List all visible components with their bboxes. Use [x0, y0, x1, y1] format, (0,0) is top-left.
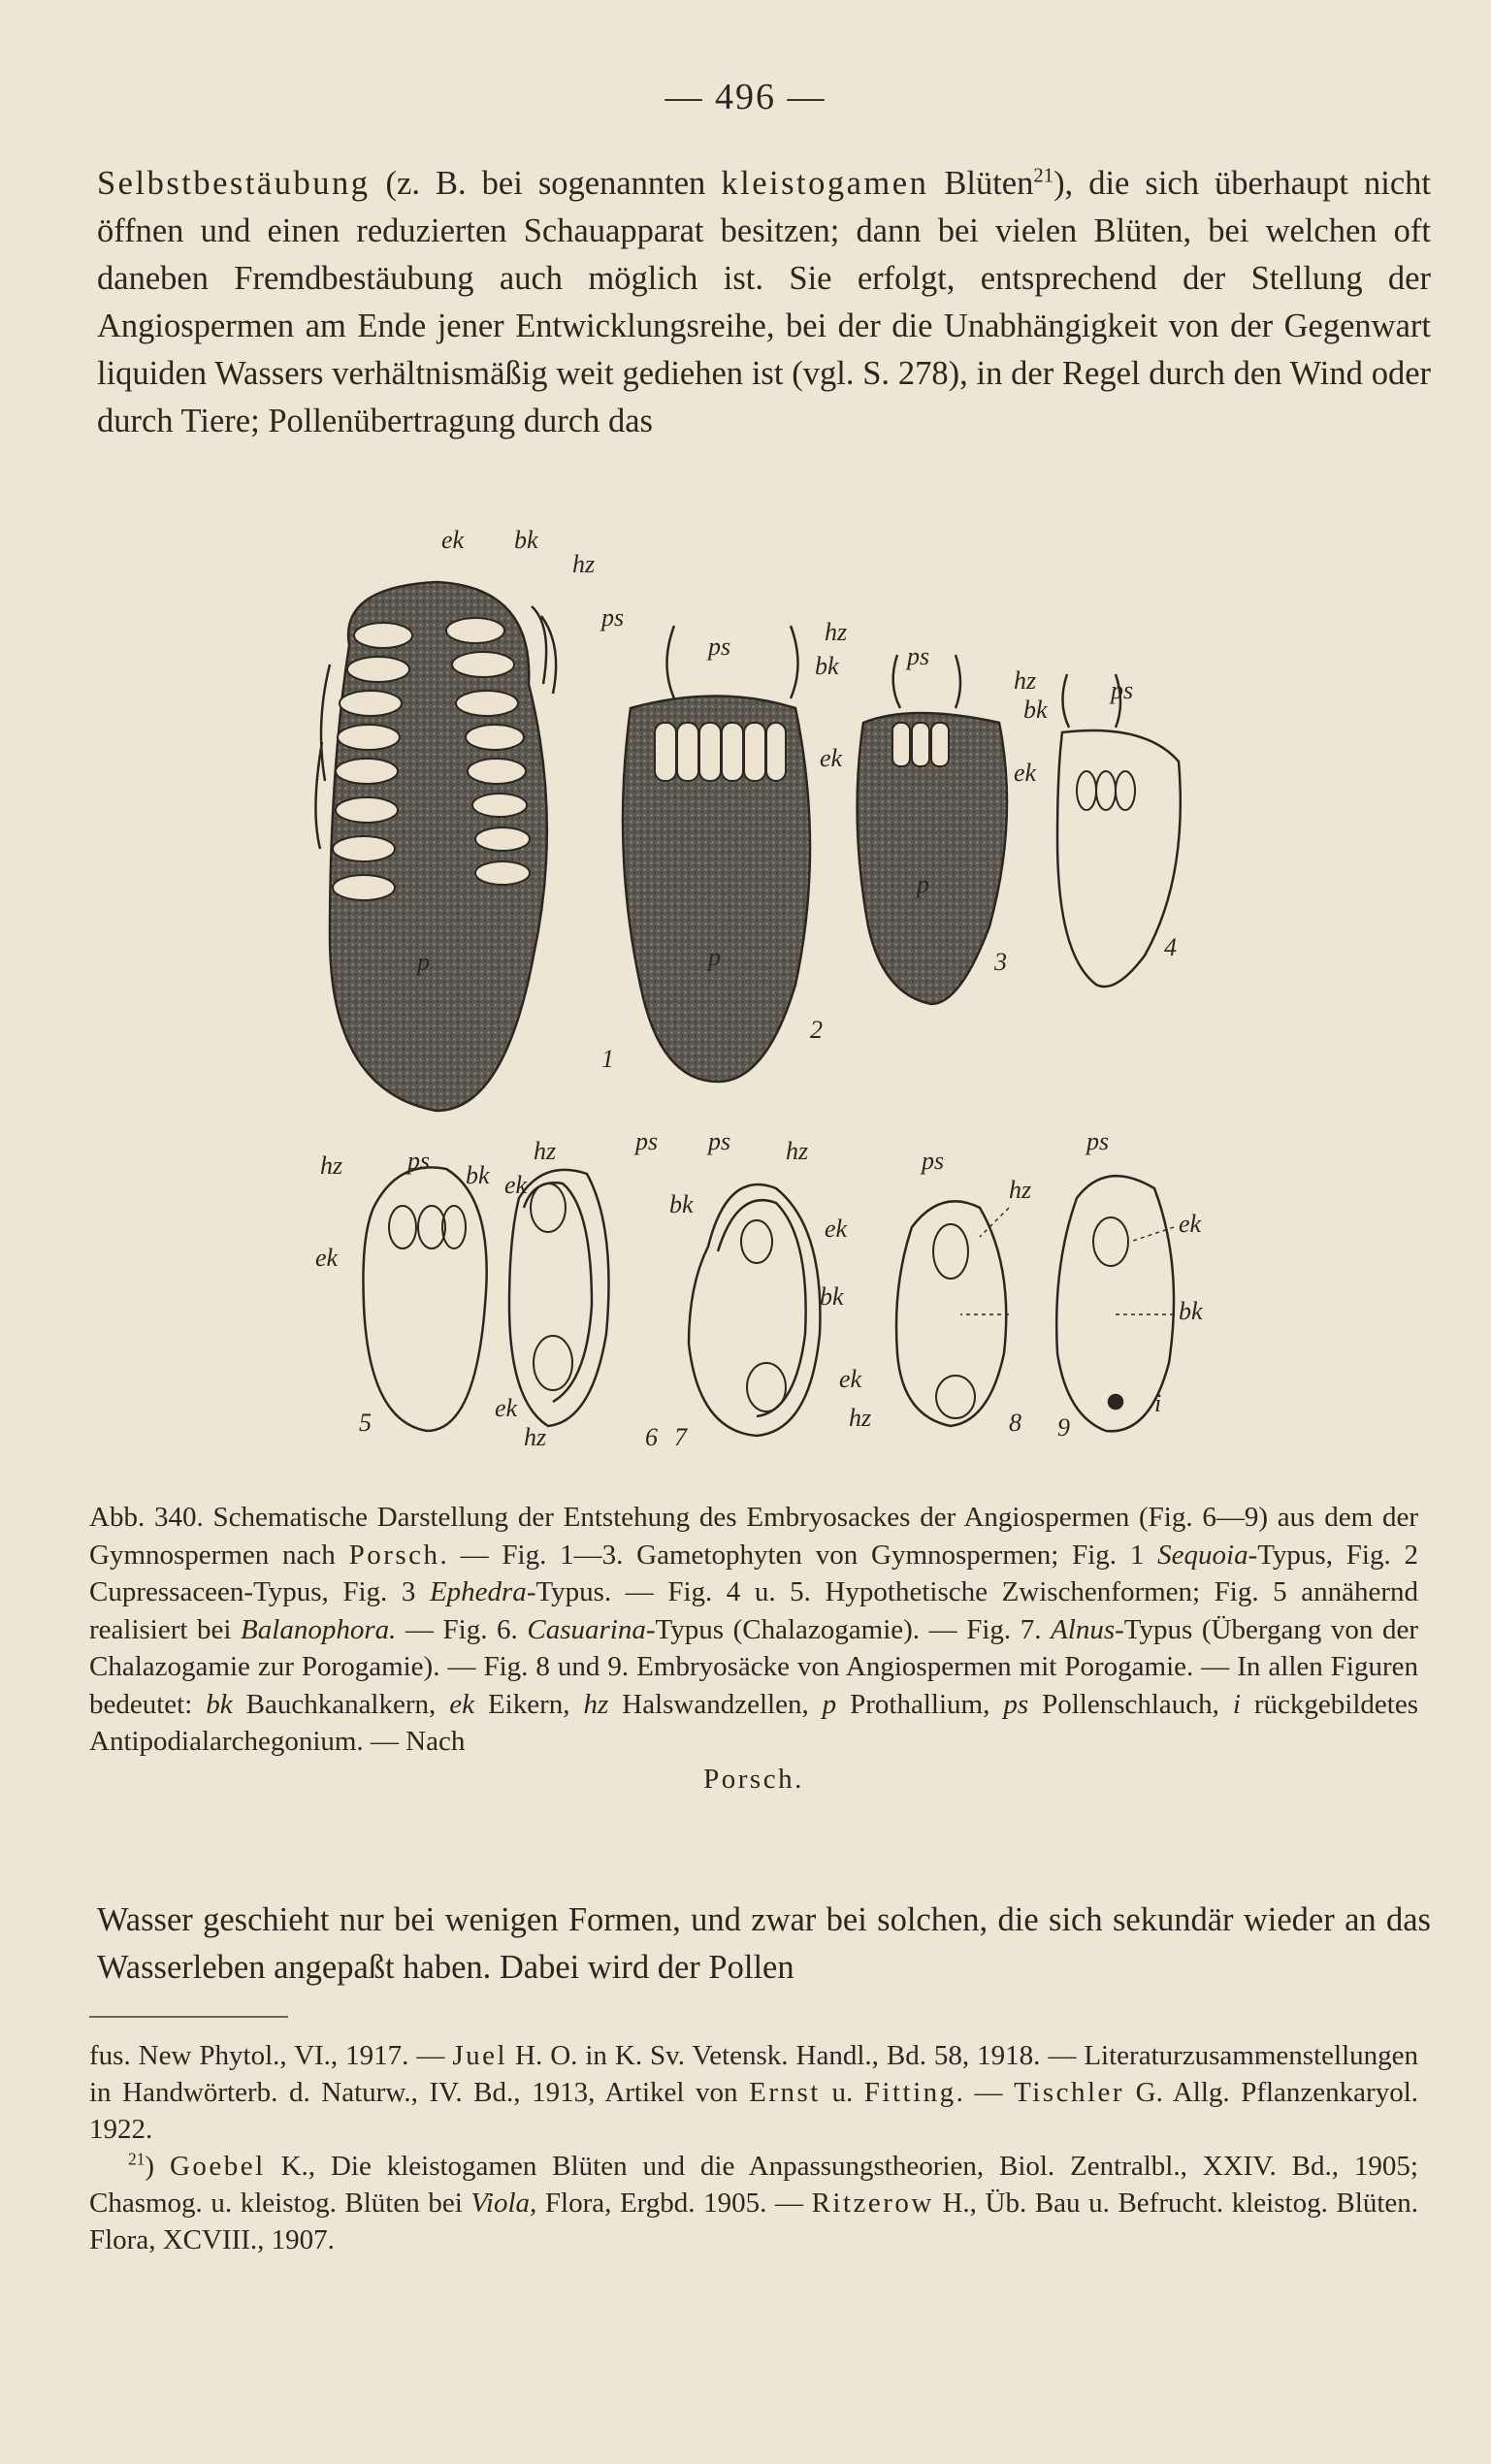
label-ps: ps	[708, 632, 731, 661]
caption-span: . — Fig. 1—3. Gametophyten von Gymnospermen; Fig. 1	[439, 1539, 1158, 1571]
fig5-sac	[363, 1167, 486, 1431]
label-hz: hz	[1009, 1176, 1032, 1204]
label-ek: ek	[1179, 1210, 1202, 1238]
label-ek: ek	[441, 529, 465, 554]
label-ek: ek	[504, 1171, 528, 1199]
caption-span: Bauchkanalkern,	[232, 1688, 450, 1720]
fig-number: 2	[810, 1016, 823, 1044]
caption-span: -Typus (Chalazogamie). — Fig. 7.	[645, 1613, 1052, 1645]
label-ps: ps	[635, 1127, 659, 1155]
caption-span: Eikern,	[474, 1688, 584, 1720]
label-ek: ek	[825, 1215, 848, 1243]
caption-span: i	[1232, 1688, 1241, 1720]
fig-number: 9	[1057, 1413, 1070, 1442]
body-paragraph-top	[97, 160, 1431, 445]
label-bk: bk	[514, 529, 538, 554]
footnote-author: Goebel	[169, 2151, 266, 2182]
text-span: (z. B. bei sogenannten	[370, 165, 722, 202]
label-ek: ek	[315, 1244, 339, 1272]
figure-caption	[89, 1499, 1418, 1798]
label-bk: bk	[1179, 1297, 1203, 1325]
footnote-span: u.	[820, 2077, 864, 2108]
label-ek: ek	[1014, 759, 1037, 787]
body-paragraph-bottom	[97, 1897, 1431, 1992]
footnote-author: Ritzerow	[811, 2188, 934, 2219]
label-hz: hz	[786, 1137, 809, 1165]
caption-span: Ephedra	[429, 1576, 527, 1607]
label-p: p	[708, 943, 721, 971]
fig-number: 5	[359, 1409, 372, 1437]
caption-span: Pollenschlauch,	[1028, 1688, 1233, 1720]
label-ps: ps	[1111, 676, 1134, 704]
label-ps: ps	[1086, 1127, 1110, 1155]
label-ps: ps	[407, 1147, 431, 1175]
label-bk: bk	[820, 1282, 844, 1311]
caption-span: Casuarina	[527, 1613, 646, 1645]
text-span: kleistogamen	[721, 165, 929, 202]
footnote-author: Ernst	[749, 2077, 821, 2108]
fig-number: 1	[601, 1045, 614, 1073]
label-hz: hz	[825, 618, 848, 646]
label-hz: hz	[849, 1404, 872, 1432]
label-p: p	[917, 870, 929, 898]
caption-span: rückgebildetes Antipodialarchegonium. — Nach	[89, 1688, 1419, 1757]
label-hz: hz	[572, 550, 596, 578]
caption-span: Abb. 340. Schematische Darstellung der Entstehung des Embryosackes der Angiospermen (Fig. 6—9) aus dem der Gymnospermen nach	[89, 1502, 1418, 1571]
footnote-span: K., Die kleistogamen Blüten und die Anpassungstheorien, Biol. Zentralbl., XXIV. Bd., 1905; Chasmog. u. kleistog. Blüten bei	[89, 2151, 1418, 2219]
fig4-sac	[1057, 730, 1181, 987]
footnote-divider	[89, 2016, 288, 2018]
footnote-span: H., Üb. Bau u. Befrucht. kleistog. Blüten. Flora, XCVIII., 1907.	[89, 2188, 1418, 2255]
fig2-archegonia	[655, 723, 786, 781]
text-span: ), die sich überhaupt nicht öffnen und einen reduzierten Schauapparat besitzen; dann bei vielen Blüten, bei welchen oft daneben Fremdbestäubung auch möglich ist. Sie erfolgt, entsprechend der Stellung der Angiospermen am Ende jener Entwicklungsreihe, bei der die Unabhängigkeit von der Gegenwart liquiden Wassers verhältnismäßig weit gediehen ist (vgl. S. 278), in der Regel durch den Wind oder durch Tiere; Pollenübertragung durch das	[97, 165, 1431, 439]
caption-span: -Typus, Fig. 2 Cupressaceen-Typus, Fig. 3	[89, 1539, 1418, 1607]
fig-number: 4	[1164, 933, 1177, 961]
footnote-span: Flora, Ergbd. 1905. —	[536, 2188, 812, 2219]
caption-span: Sequoia	[1157, 1539, 1248, 1571]
fig6-sac	[509, 1170, 609, 1426]
caption-span: -Typus (Übergang von der Chalazogamie zur Porogamie). — Fig. 8 und 9. Embryosäcke von Angiospermen mit Porogamie. — In allen Figuren bedeutet:	[89, 1613, 1419, 1720]
text-span: Blüten	[928, 165, 1034, 202]
caption-author: Porsch	[348, 1539, 440, 1571]
footnote-span: )	[145, 2151, 170, 2182]
label-bk: bk	[466, 1161, 490, 1189]
label-hz: hz	[524, 1423, 547, 1451]
footnote-span: . —	[956, 2077, 1015, 2108]
footnote-span: Viola,	[470, 2188, 537, 2219]
fig-number: 3	[994, 948, 1007, 976]
footnote-author: Tischler	[1014, 2077, 1125, 2108]
fig-number: 8	[1009, 1409, 1021, 1437]
label-ps: ps	[907, 642, 930, 670]
footnote-number: 21	[128, 2149, 146, 2169]
label-bk: bk	[815, 652, 839, 680]
label-i: i	[1154, 1389, 1162, 1417]
caption-span: -Typus. — Fig. 4 u. 5. Hypothetische Zwischenformen; Fig. 5 annähernd realisiert bei	[89, 1576, 1418, 1645]
label-ps: ps	[708, 1127, 731, 1155]
fig8-sac	[896, 1201, 1006, 1426]
label-ek: ek	[839, 1365, 862, 1393]
label-hz: hz	[1014, 666, 1037, 695]
label-ek: ek	[820, 744, 843, 772]
fig-number: 7	[674, 1423, 687, 1451]
fig7-sac	[689, 1184, 820, 1436]
caption-span: Balanophora.	[241, 1613, 397, 1645]
caption-span: Alnus	[1051, 1613, 1116, 1645]
footnotes	[89, 2037, 1418, 2258]
caption-span: ek	[449, 1688, 474, 1720]
caption-span: — Fig. 6.	[396, 1613, 528, 1645]
label-ek: ek	[495, 1394, 518, 1422]
caption-span: p	[822, 1688, 837, 1720]
caption-span: ps	[1003, 1688, 1029, 1720]
caption-span: Prothallium,	[836, 1688, 1004, 1720]
page-number: — 496 —	[664, 77, 827, 117]
fig-number: 6	[645, 1423, 658, 1451]
label-ps: ps	[601, 603, 625, 632]
paragraph-text: Wasser geschieht nur bei wenigen Formen, und zwar bei solchen, die sich sekundär wieder an das Wasserleben angepaßt haben. Dabei wird der Pollen	[97, 1901, 1431, 1986]
footnote-author: Juel	[452, 2040, 508, 2071]
label-bk: bk	[1023, 696, 1048, 724]
footnote-span: fus. New Phytol., VI., 1917. —	[89, 2040, 453, 2071]
embryo-sac-figure	[310, 529, 1203, 1470]
caption-author: Porsch.	[703, 1763, 804, 1795]
label-bk: bk	[669, 1190, 694, 1218]
caption-span: bk	[206, 1688, 233, 1720]
label-p: p	[417, 948, 430, 976]
footnote-span: G. Allg. Pflanzenkaryol. 1922.	[89, 2077, 1419, 2145]
footnote-author: Fitting	[863, 2077, 956, 2108]
label-ps: ps	[922, 1147, 945, 1175]
text-span: Selbstbestäubung	[97, 165, 371, 202]
label-hz: hz	[534, 1137, 557, 1165]
footnote-ref: 21	[1033, 165, 1054, 187]
caption-span: Halswandzellen,	[608, 1688, 823, 1720]
caption-span: hz	[583, 1688, 609, 1720]
label-hz: hz	[320, 1151, 343, 1180]
footnote-span: H. O. in K. Sv. Vetensk. Handl., Bd. 58, 1918. — Literaturzusammenstellungen in Handwörterb. d. Naturw., IV. Bd., 1913, Artikel von	[89, 2040, 1418, 2108]
